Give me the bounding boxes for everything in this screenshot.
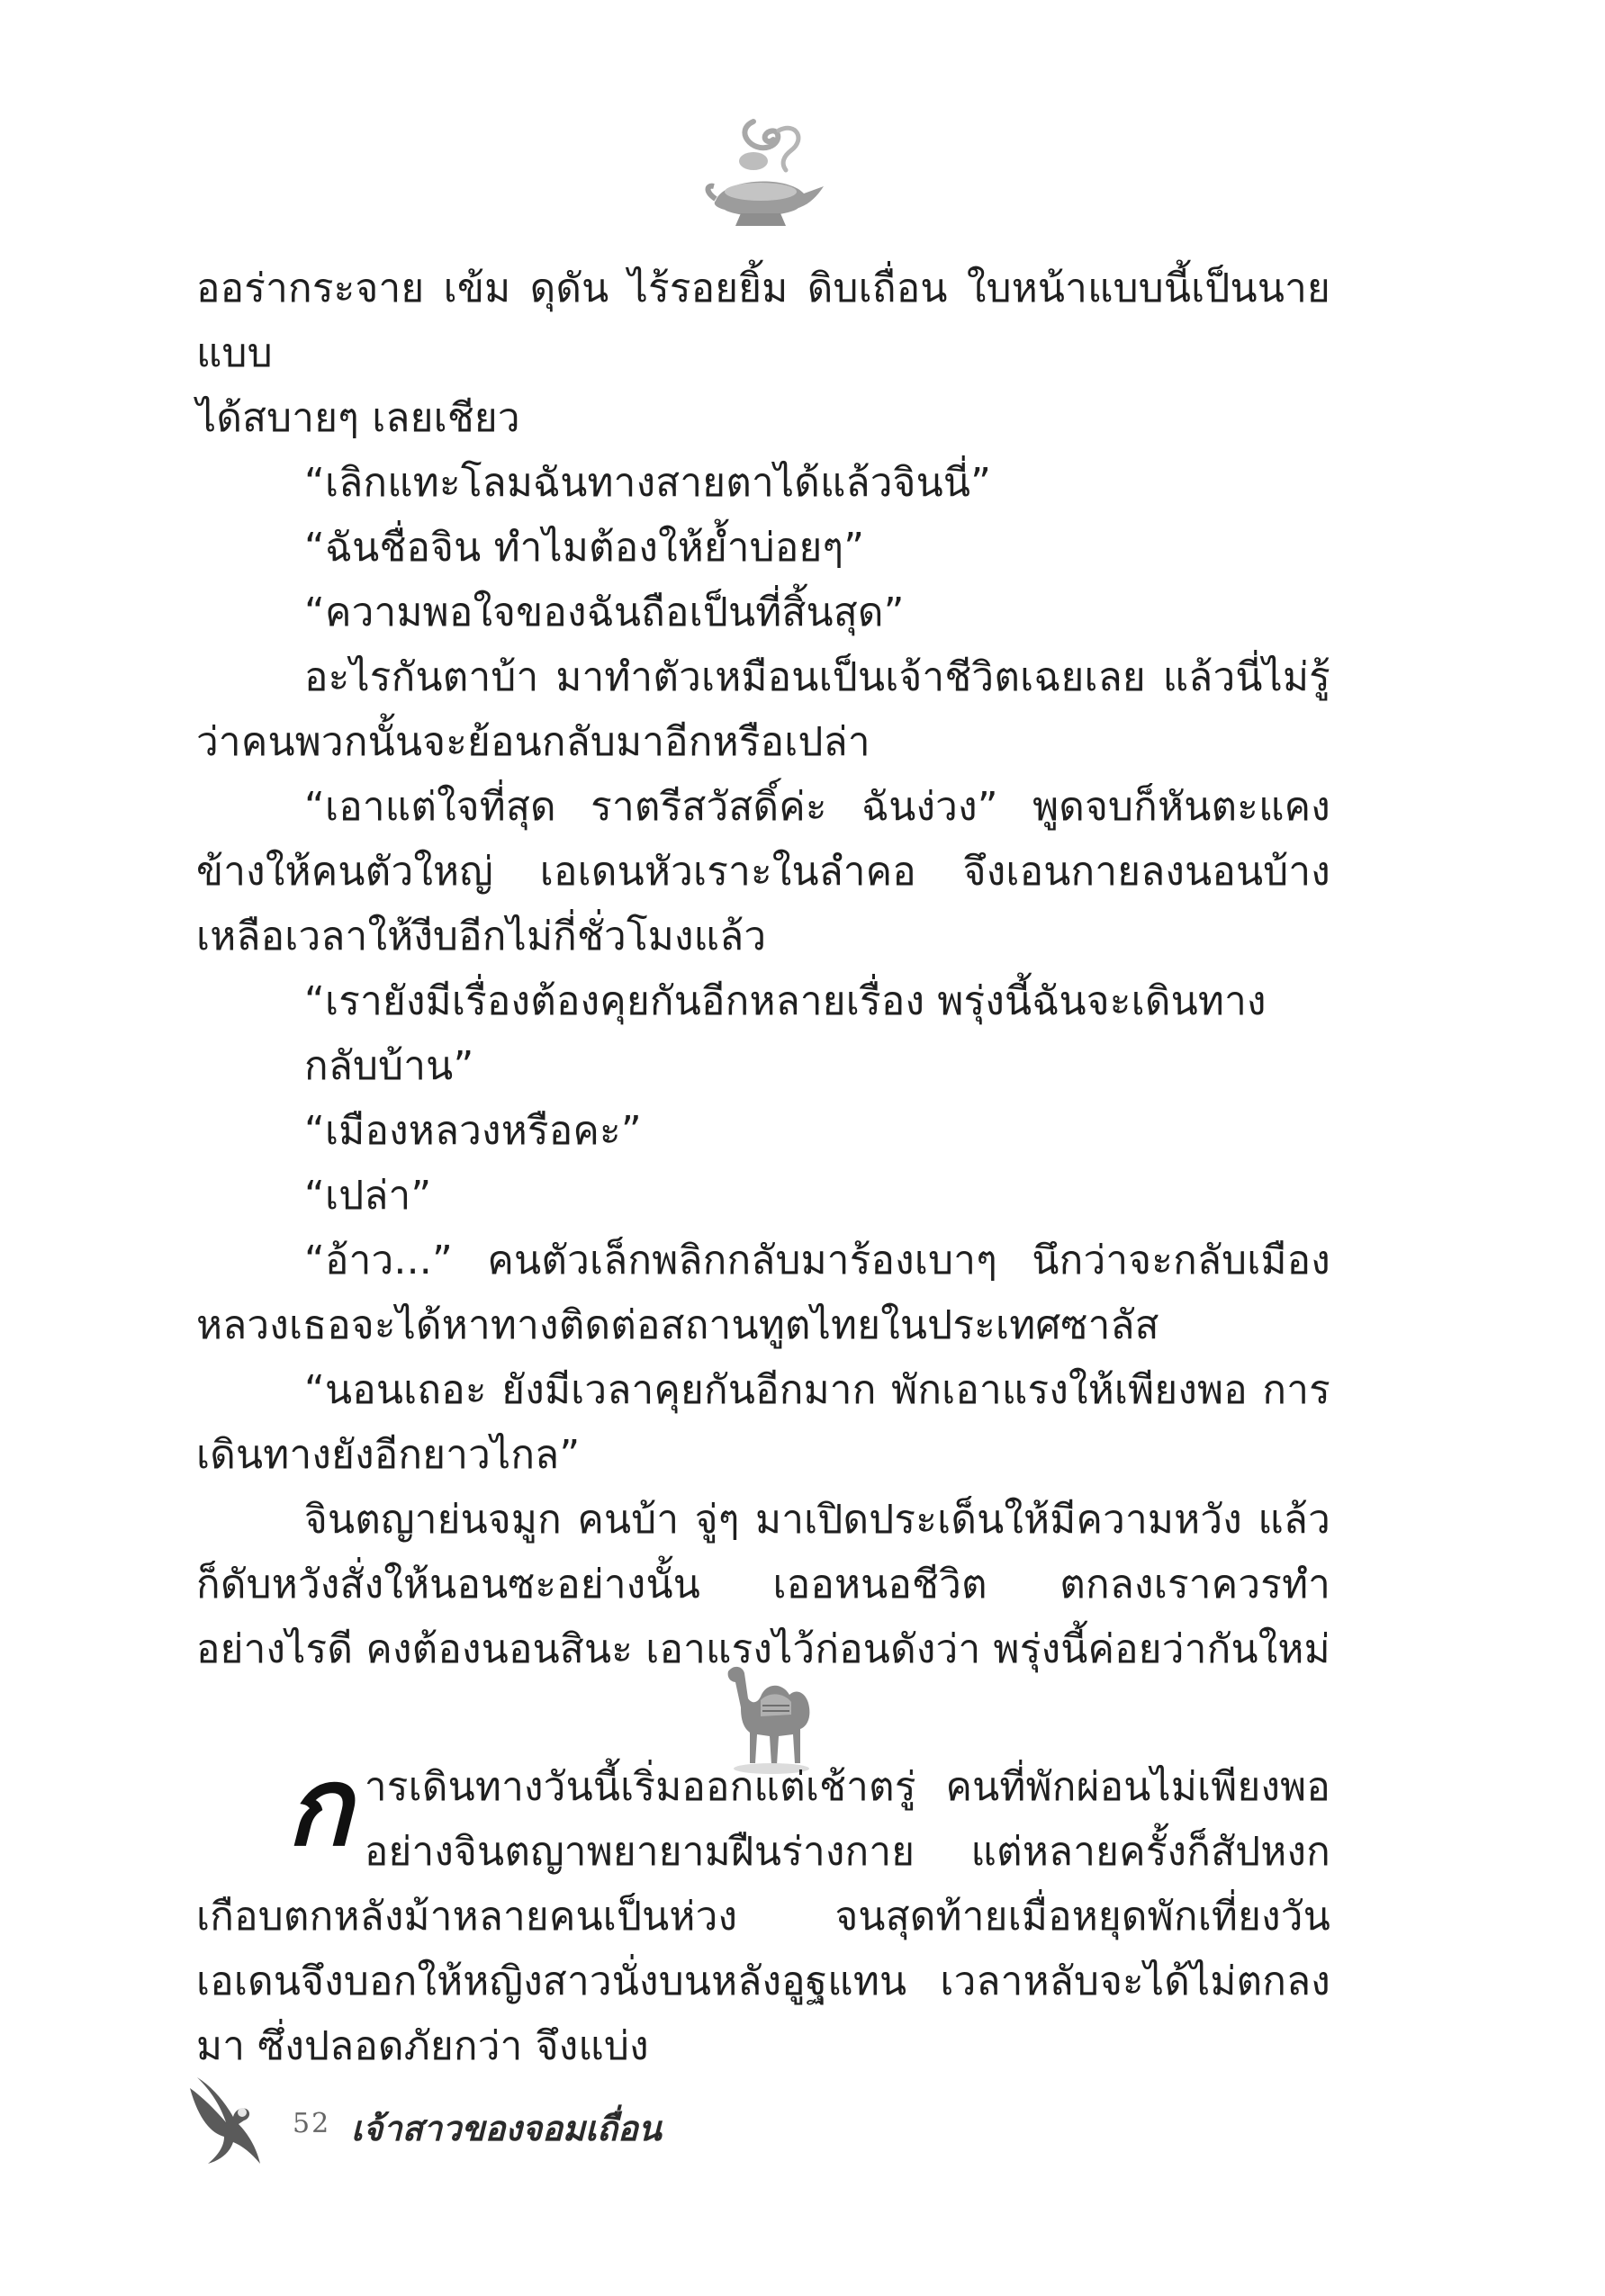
paragraph: “เอาแต่ใจที่สุด ราตรีสวัสดิ์ค่ะ ฉันง่วง” พูดจบก็หันตะแคงข้างให้คนตัวใหญ่ เอเดนหัวเราะในลำคอ จึงเอนกายลงนอนบ้าง เหลือเวลาให้งีบอีกไม่กี่ชั่วโมงแล้ว [196, 784, 1330, 959]
chapter-opening-paragraph [196, 1743, 1330, 2079]
paragraph: “นอนเถอะ ยังมีเวลาคุยกันอีกมาก พักเอาแรงให้เพียงพอ การเดินทางยังอีกยาวไกล” [196, 1367, 1330, 1478]
paragraph: จินตญาย่นจมูก คนบ้า จู่ๆ มาเปิดประเด็นให้มีความหวัง แล้วก็ดับหวังสั่งให้นอนซะอย่างนั้น เออหนอชีวิต ตกลงเราควรทำอย่างไรดี คงต้องนอนสินะ เอาแรงไว้ก่อนดังว่า พรุ่งนี้ค่อยว่ากันใหม่ [196, 1497, 1330, 1672]
page-number: 52 [293, 2108, 331, 2139]
drop-cap: ก [286, 1743, 352, 1870]
paragraph-line: ออร่ากระจาย เข้ม ดุดัน ไร้รอยยิ้ม ดิบเถื่อน ใบหน้าแบบนี้เป็นนายแบบ [196, 266, 1330, 376]
paragraph-text: ารเดินทางวันนี้เริ่มออกแต่เช้าตรู่ คนที่พักผ่อนไม่เพียงพออย่างจินตญาพยายามฝืนร่างกาย แต่หลายครั้งก็สัปหงกเกือบตกหลังม้าหลายคนเป็นห่วง จนสุดท้ายเมื่อหยุดพักเที่ยงวัน เอเดนจึงบอกให้หญิงสาวนั่งบนหลังอูฐแทน เวลาหลับจะได้ไม่ตกลงมา ซึ่งปลอดภัยกว่า จึงแบ่ง [196, 1764, 1330, 2069]
dialogue-line: “เมืองหลวงหรือคะ” [304, 1108, 642, 1154]
body-text-block [196, 257, 1330, 1682]
book-title: เจ้าสาวของจอมเถื่อน [351, 2109, 662, 2148]
body-text-block [196, 1743, 1330, 2079]
dialogue-line: “เรายังมีเรื่องต้องคุยกันอีกหลายเรื่อง พรุ่งนี้ฉันจะเดินทางกลับบ้าน” [304, 978, 1267, 1089]
paragraph [196, 257, 1330, 451]
page-footer [185, 2070, 995, 2169]
dialogue-line: “ฉันชื่อจิน ทำไมต้องให้ย้ำบ่อยๆ” [304, 525, 865, 571]
dialogue-line: “เลิกแทะโลมฉันทางสายตาได้แล้วจินนี่” [304, 460, 992, 506]
paragraph-line: ได้สบายๆ เลยเชียว [196, 395, 520, 441]
magic-lamp-icon [698, 104, 833, 239]
dialogue-line: “เปล่า” [304, 1173, 432, 1219]
dialogue-line: “ความพอใจของฉันถือเป็นที่สิ้นสุด” [304, 590, 905, 635]
eagle-icon [185, 2070, 284, 2169]
paragraph: อะไรกันตาบ้า มาทำตัวเหมือนเป็นเจ้าชีวิตเฉยเลย แล้วนี่ไม่รู้ว่าคนพวกนั้นจะย้อนกลับมาอีกหรือเปล่า [196, 654, 1330, 765]
paragraph: “อ้าว...” คนตัวเล็กพลิกกลับมาร้องเบาๆ นึกว่าจะกลับเมืองหลวงเธอจะได้หาทางติดต่อสถานทูตไทยในประเทศซาลัส [196, 1238, 1330, 1348]
